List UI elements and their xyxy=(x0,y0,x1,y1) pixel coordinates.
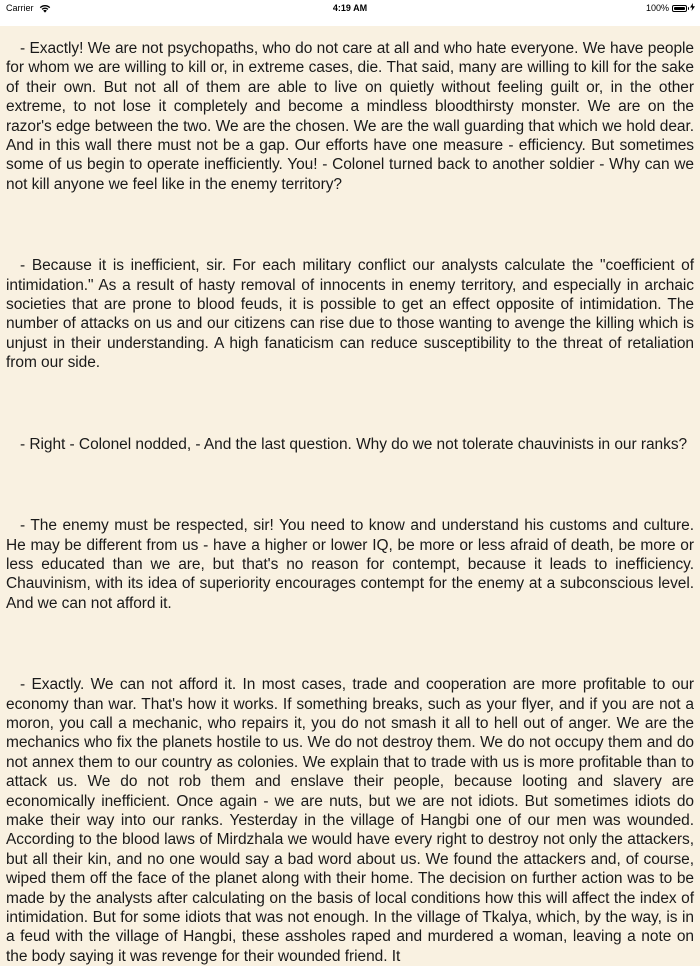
battery-level-fill xyxy=(674,7,685,10)
status-bar xyxy=(0,0,700,26)
charging-icon xyxy=(690,3,695,13)
battery-icon xyxy=(672,5,687,12)
carrier-label: Carrier xyxy=(6,3,34,13)
status-time: 4:19 AM xyxy=(332,3,368,13)
reader-page[interactable] xyxy=(0,28,700,965)
status-right-group xyxy=(646,3,695,13)
battery-percent: 100% xyxy=(645,3,669,13)
paragraph-4: - The enemy must be respected, sir! You need to know and understand his customs and culture. He may be different from us - have a higher or lower IQ, be more or less afraid of death, be more or less educated than we are, but that's no reason for contempt, because it leads to inefficiency. Chauvinism, with its idea of superiority encourages contempt for the enemy at a subconscious level. And we can not afford it. xyxy=(6,517,694,612)
paragraph-3: - Right - Colonel nodded, - And the last question. Why do we not tolerate chauvinists in our ranks? xyxy=(20,435,688,453)
reader-text-body xyxy=(0,39,700,966)
paragraph-2: - Because it is inefficient, sir. For each military conflict our analysts calculate the "coefficient of intimidation." As a result of hasty removal of innocents in enemy territory, and especially in archaic societies that are prone to blood feuds, it is possible to get an effect opposite of intimidation. The number of attacks on us and our citizens can rise due to those wanting to avenge the killing which is unjust in their understanding. A high fanaticism can reduce susceptibility to the threat of retaliation from our side. xyxy=(6,257,694,372)
paragraph-1: - Exactly! We are not psychopaths, who do not care at all and who hate everyone. We have people for whom we are willing to kill or, in extreme cases, die. That said, many are willing to kill for the sake of their own. But not all of them are able to live on quietly without feeling guilt or, in the other extreme, to not lose it completely and become a mindless bloodthirsty monster. We are on the razor's edge between the two. We are the chosen. We are the wall guarding that which we hold dear. And in this wall there must not be a gap. Our efforts have one measure - efficiency. But sometimes some of us begin to operate inefficiently. You! - Colonel turned back to another soldier - Why can we not kill anyone we feel like in the enemy territory? xyxy=(6,40,694,193)
paragraph-5: - Exactly. We can not afford it. In most cases, trade and cooperation are more profitable to our economy than war. That's how it works. If something breaks, such as your flyer, and if you are not a moron, you call a mechanic, who repairs it, you do not smash it all to hell out of anger. We are the mechanics who fix the planets hostile to us. We do not destroy them. We do not occupy them and do not annex them to our country as colonies. We explain that to trade with us is more profitable than to attack us. We do not rob them and enslave their people, because looting and slavery are economically inefficient. Once again - we are nuts, but we are not idiots. But sometimes idiots do make their way into our ranks. Yesterday in the village of Hangbi one of our men was wounded. According to the blood laws of Mirdzhala we would have every right to destroy not only the attackers, but all their kin, and no one would say a bad word about us. We found the attackers and, of course, wiped them off the face of the planet along with their home. The decision on further action was to be made by the analysts after calculating on the basis of local conditions how this will affect the index of intimidation. But for some idiots that was not enough. In the village of Tkalya, which, by the way, is in a feud with the village of Hangbi, these assholes raped and murdered a woman, leaving a note on the body saying it was revenge for their wounded friend. It xyxy=(6,676,694,965)
